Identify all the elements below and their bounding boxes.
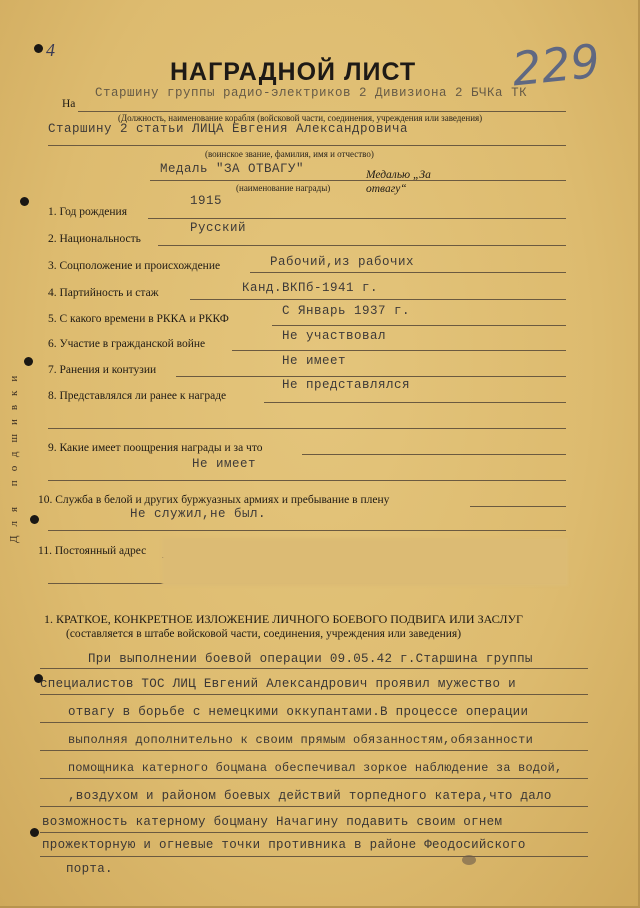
field-5-value: С Январь 1937 г. — [282, 304, 411, 318]
field-2-value: Русский — [190, 221, 247, 235]
field-4-label: 4. Партийность и стаж — [48, 287, 159, 299]
field-3-label: 3. Соцположение и происхождение — [48, 260, 221, 272]
field-4-value: Канд.ВКПб-1941 г. — [242, 281, 379, 295]
field-10-value: Не служил,не был. — [130, 507, 267, 521]
field-3-value: Рабочий,из рабочих — [270, 255, 415, 269]
to-caption: (Должность, наименование корабля (войсковой части, соединения, учреждения или заведения) — [118, 113, 483, 123]
to-prefix: На — [62, 98, 76, 110]
to-value: Старшину группы радио-электриков 2 Дивизиона 2 БЧКа ТК — [95, 86, 528, 100]
field-7-label: 7. Ранения и контузии — [48, 364, 157, 376]
story-line: выполняя дополнительно к своим прямым обязанностям,обязанности — [68, 733, 534, 747]
field-2-label: 2. Национальность — [48, 233, 141, 245]
field-9-label: 9. Какие имеет поощрения награды и за что — [48, 442, 263, 454]
punch-hole-icon — [34, 44, 43, 53]
corner-mark: 4 — [46, 40, 55, 60]
field-6-label: 6. Участие в гражданской войне — [48, 338, 206, 350]
field-8-label: 8. Представлялся ли ранее к награде — [48, 390, 227, 402]
award-handwritten: Медалью „За отвагу“ — [366, 169, 431, 195]
story-line: прожекторную и огневые точки противника в районе Феодосийского — [42, 838, 526, 852]
side-label: Для подшивки — [8, 366, 20, 544]
name-value: Старшину 2 статьи ЛИЦА Евгения Александровича — [48, 122, 409, 136]
story-line: порта. — [66, 862, 113, 876]
story-line: ,воздухом и районом боевых действий торпедного катера,что дало — [68, 789, 552, 803]
award-caption: (наименование награды) — [236, 183, 331, 193]
document-title: НАГРАДНОЙ ЛИСТ — [170, 58, 417, 86]
story-line: специалистов ТОС ЛИЦ Евгений Александрович проявил мужество и — [40, 677, 516, 691]
story-line: помощника катерного боцмана обеспечивал зоркое наблюдение за водой, — [68, 761, 563, 775]
field-1-label: 1. Год рождения — [48, 206, 127, 218]
story-line: отвагу в борьбе с немецкими оккупантами.В процессе операции — [68, 705, 529, 719]
section-subheading: (составляется в штабе войсковой части, соединения, учреждения или заведения) — [66, 628, 462, 640]
section-heading: 1. КРАТКОЕ, КОНКРЕТНОЕ ИЗЛОЖЕНИЕ ЛИЧНОГО БОЕВОГО ПОДВИГА ИЛИ ЗАСЛУГ — [44, 612, 523, 626]
story-line: возможность катерному боцману Начагину подавить своим огнем — [42, 815, 503, 829]
name-caption: (воинское звание, фамилия, имя и отчество) — [205, 149, 374, 159]
field-6-value: Не участвовал — [282, 329, 387, 343]
field-5-label: 5. С какого времени в РККА и РККФ — [48, 313, 229, 325]
field-8-value: Не представлялся — [282, 378, 411, 392]
redacted-area — [162, 538, 568, 586]
field-7-value: Не имеет — [282, 354, 347, 368]
sheet-number: 229 — [509, 33, 603, 97]
field-9-value: Не имеет — [192, 457, 257, 471]
award-value: Медаль "ЗА ОТВАГУ" — [160, 162, 305, 176]
story-line: При выполнении боевой операции 09.05.42 г.Старшина группы — [88, 652, 533, 666]
ink-blot — [462, 855, 476, 865]
field-10-label: 10. Служба в белой и других буржуазных армиях и пребывание в плену — [38, 494, 390, 506]
field-11-label: 11. Постоянный адрес — [38, 545, 147, 557]
punch-hole-icon — [30, 515, 39, 524]
punch-hole-icon — [20, 197, 29, 206]
punch-hole-icon — [30, 828, 39, 837]
field-1-value: 1915 — [190, 194, 223, 208]
